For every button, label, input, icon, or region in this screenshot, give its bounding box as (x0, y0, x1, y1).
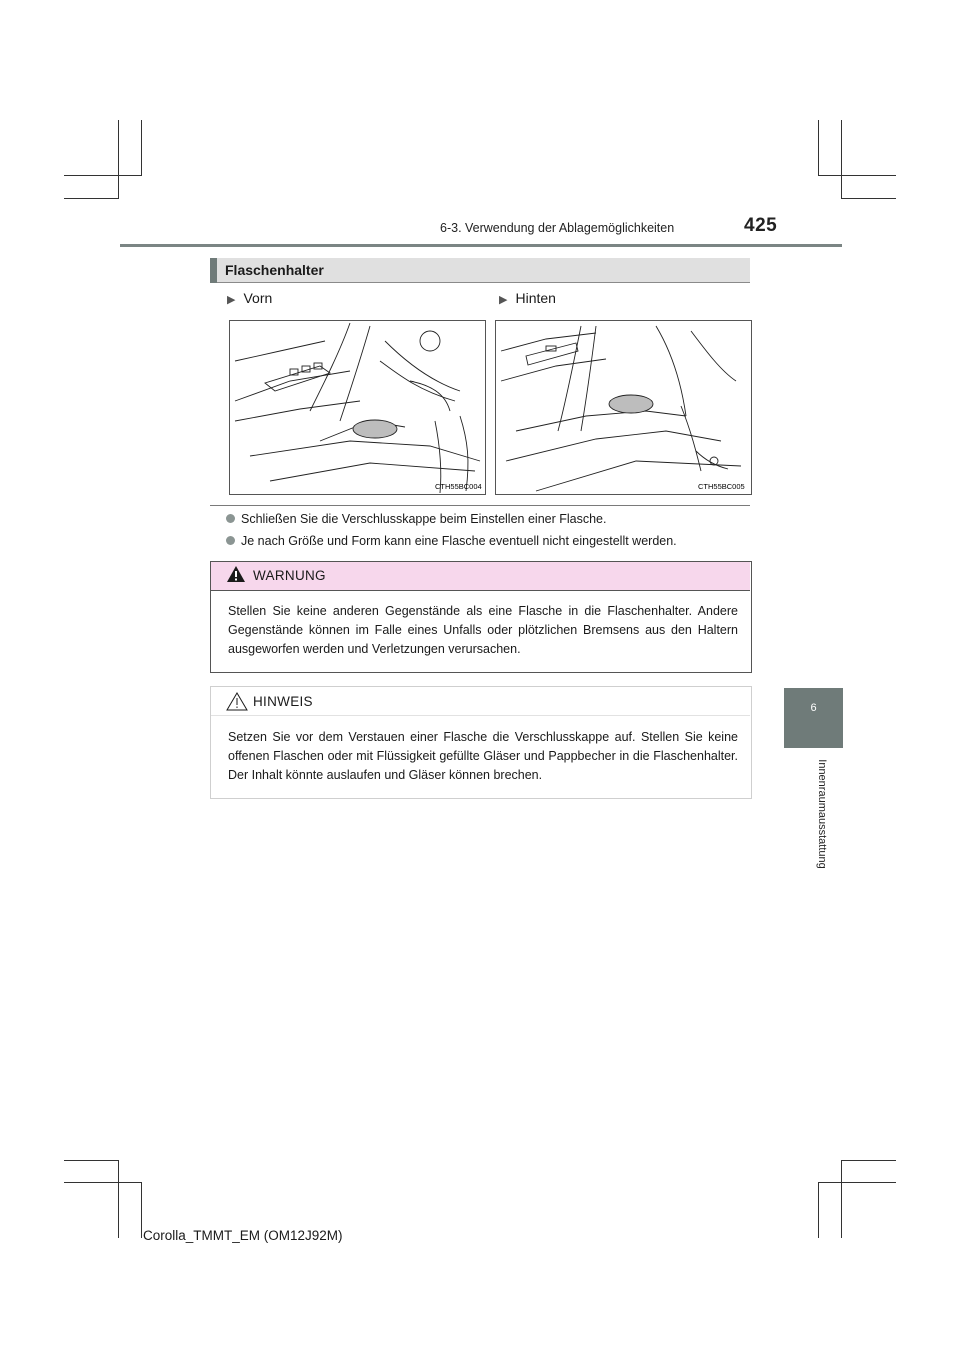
footer-document-id: Corolla_TMMT_EM (OM12J92M) (143, 1228, 343, 1243)
content-rule (210, 505, 750, 506)
page-number: 425 (744, 215, 778, 236)
rear-door-illustration (496, 321, 751, 494)
figure-front-bottle-holder (229, 320, 486, 495)
list-item: Je nach Größe und Form kann eine Flasche eventuell nicht eingestellt werden. (226, 534, 677, 548)
bullet-icon (226, 514, 235, 523)
view-label-rear: ▶ Hinten (499, 290, 556, 306)
warning-text: Stellen Sie keine anderen Gegenstände als eine Flasche in die Flaschenhalter. Andere Gegenstände können im Falle eines Unfalls oder plötzlichen Bremsens aus den Haltern ausgeworfen werden und Verletzungen verursachen. (228, 604, 738, 656)
chapter-number: 6 (810, 702, 817, 714)
notice-triangle-icon (226, 692, 248, 711)
figure-code: CTH55BC004 (435, 482, 482, 491)
chapter-tab (784, 688, 843, 748)
list-item: Schließen Sie die Verschlusskappe beim Einstellen einer Flasche. (226, 512, 606, 526)
section-title: Flaschenhalter (225, 262, 324, 278)
section-heading-accent (210, 258, 217, 283)
chapter-label: Innenraumausstattung (816, 759, 828, 869)
figure-rear-bottle-holder (495, 320, 752, 495)
triangle-right-icon: ▶ (499, 294, 508, 306)
figure-code: CTH55BC005 (698, 482, 745, 491)
front-door-illustration (230, 321, 485, 494)
view-label-front: ▶ Vorn (227, 290, 273, 306)
warning-title: WARNUNG (253, 568, 326, 583)
header-section-title: 6-3. Verwendung der Ablagemöglichkeiten (440, 221, 675, 235)
header-rule (120, 244, 842, 247)
notice-title: HINWEIS (253, 694, 313, 709)
triangle-right-icon: ▶ (227, 294, 236, 306)
warning-triangle-icon (226, 565, 246, 583)
notice-text: Setzen Sie vor dem Verstauen einer Flasche die Verschlusskappe auf. Stellen Sie keine offenen Flaschen oder mit Flüssigkeit gefüllte Gläser und Pappbecher in die Flaschenhalter. Der Inhalt könnte auslaufen und Gläser können brechen. (228, 730, 738, 782)
bullet-icon (226, 536, 235, 545)
